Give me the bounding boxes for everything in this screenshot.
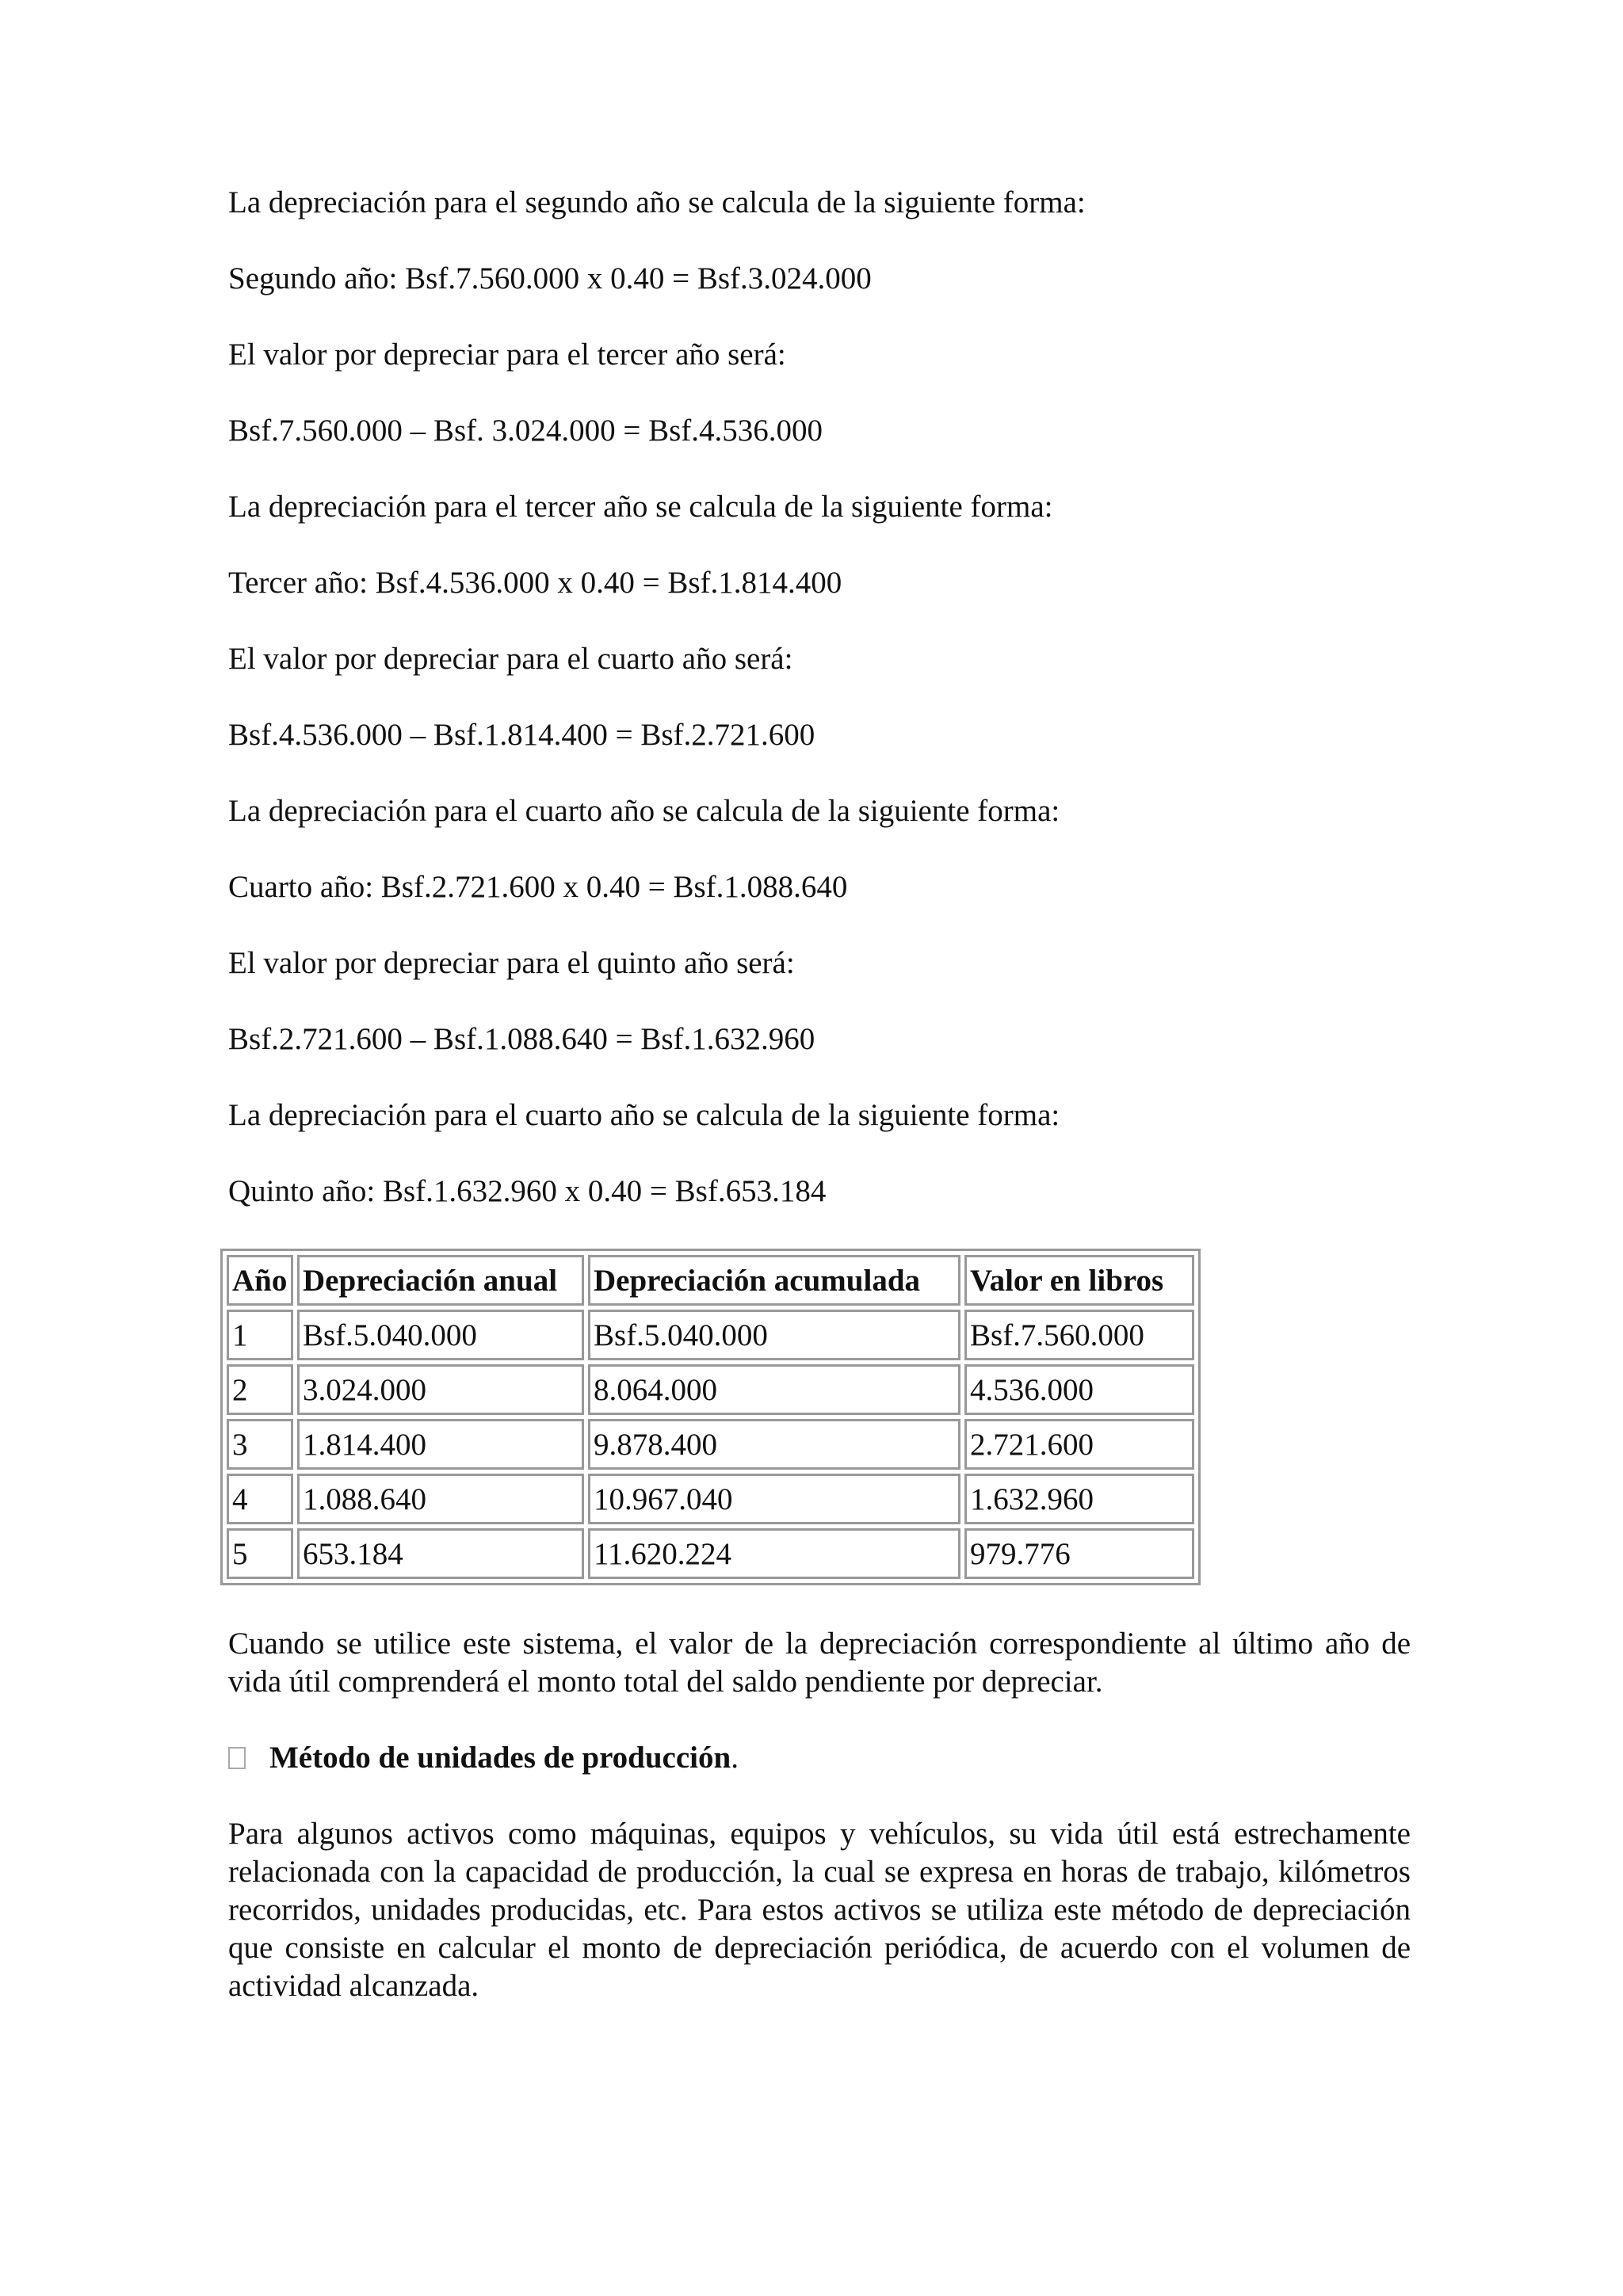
table-row bbox=[227, 1364, 1194, 1415]
table-cell: 1.088.640 bbox=[297, 1474, 584, 1524]
table-cell: 653.184 bbox=[297, 1528, 584, 1579]
text-line: Cuarto año: Bsf.2.721.600 x 0.40 = Bsf.1.088.640 bbox=[228, 870, 848, 904]
header-cell-year: Año bbox=[227, 1255, 293, 1306]
text-line: Segundo año: Bsf.7.560.000 x 0.40 = Bsf.3.024.000 bbox=[228, 261, 872, 296]
table-cell: 979.776 bbox=[964, 1528, 1194, 1579]
table-cell: 8.064.000 bbox=[588, 1364, 960, 1415]
text-line: La depreciación para el tercer año se calcula de la siguiente forma: bbox=[228, 490, 1053, 524]
bullet-suffix: . bbox=[731, 1741, 739, 1775]
document-page bbox=[228, 184, 1411, 2043]
table-row bbox=[227, 1310, 1194, 1360]
table-cell: 1 bbox=[227, 1310, 293, 1360]
bullet-square-icon bbox=[228, 1747, 246, 1769]
table-cell: 10.967.040 bbox=[588, 1474, 960, 1524]
header-cell-book-value: Valor en libros bbox=[964, 1255, 1194, 1306]
table-cell: 3.024.000 bbox=[297, 1364, 584, 1415]
text-line: La depreciación para el cuarto año se calcula de la siguiente forma: bbox=[228, 1098, 1060, 1132]
table-cell: 5 bbox=[227, 1528, 293, 1579]
text-line: Bsf.7.560.000 – Bsf. 3.024.000 = Bsf.4.536.000 bbox=[228, 414, 823, 448]
table-row bbox=[227, 1528, 1194, 1579]
method-paragraph: Para algunos activos como máquinas, equipos y vehículos, su vida útil está estrechamente relacionada con la capacidad de producción, la cual se expresa en horas de trabajo, kilómetros recorridos, unidades producidas, etc. Para estos activos se utiliza este método de depreciación que consiste en calcular el monto de depreciación periódica, de acuerdo con el volumen de actividad alcanzada. bbox=[228, 1817, 1411, 2003]
table-row bbox=[227, 1474, 1194, 1524]
table-cell: 11.620.224 bbox=[588, 1528, 960, 1579]
text-line: Bsf.2.721.600 – Bsf.1.088.640 = Bsf.1.632.960 bbox=[228, 1022, 815, 1056]
bullet-title: Método de unidades de producción bbox=[269, 1741, 731, 1775]
text-line: El valor por depreciar para el cuarto año será: bbox=[228, 642, 793, 676]
text-line: Quinto año: Bsf.1.632.960 x 0.40 = Bsf.653.184 bbox=[228, 1174, 827, 1208]
table-header-row bbox=[227, 1255, 1194, 1306]
text-line: Tercer año: Bsf.4.536.000 x 0.40 = Bsf.1.814.400 bbox=[228, 566, 842, 600]
table-cell: 9.878.400 bbox=[588, 1419, 960, 1470]
bullet-heading bbox=[228, 1739, 1411, 1777]
table-cell: Bsf.5.040.000 bbox=[588, 1310, 960, 1360]
table-cell: 4.536.000 bbox=[964, 1364, 1194, 1415]
table-cell: 3 bbox=[227, 1419, 293, 1470]
table-cell: 2 bbox=[227, 1364, 293, 1415]
table-cell: 4 bbox=[227, 1474, 293, 1524]
table-cell: 1.632.960 bbox=[964, 1474, 1194, 1524]
depreciation-table bbox=[220, 1249, 1201, 1585]
table-cell: Bsf.7.560.000 bbox=[964, 1310, 1194, 1360]
text-line: El valor por depreciar para el tercer año será: bbox=[228, 338, 786, 372]
closing-paragraph: Cuando se utilice este sistema, el valor de la depreciación correspondiente al último año de vida útil comprenderá el monto total del saldo pendiente por depreciar. bbox=[228, 1627, 1411, 1699]
table-cell: 1.814.400 bbox=[297, 1419, 584, 1470]
text-line: La depreciación para el segundo año se calcula de la siguiente forma: bbox=[228, 185, 1086, 219]
header-cell-annual: Depreciación anual bbox=[297, 1255, 584, 1306]
table-cell: 2.721.600 bbox=[964, 1419, 1194, 1470]
table-cell: Bsf.5.040.000 bbox=[297, 1310, 584, 1360]
table-row bbox=[227, 1419, 1194, 1470]
text-line: Bsf.4.536.000 – Bsf.1.814.400 = Bsf.2.721.600 bbox=[228, 718, 815, 752]
header-cell-accumulated: Depreciación acumulada bbox=[588, 1255, 960, 1306]
text-line: La depreciación para el cuarto año se calcula de la siguiente forma: bbox=[228, 794, 1060, 828]
text-line: El valor por depreciar para el quinto año será: bbox=[228, 946, 795, 980]
